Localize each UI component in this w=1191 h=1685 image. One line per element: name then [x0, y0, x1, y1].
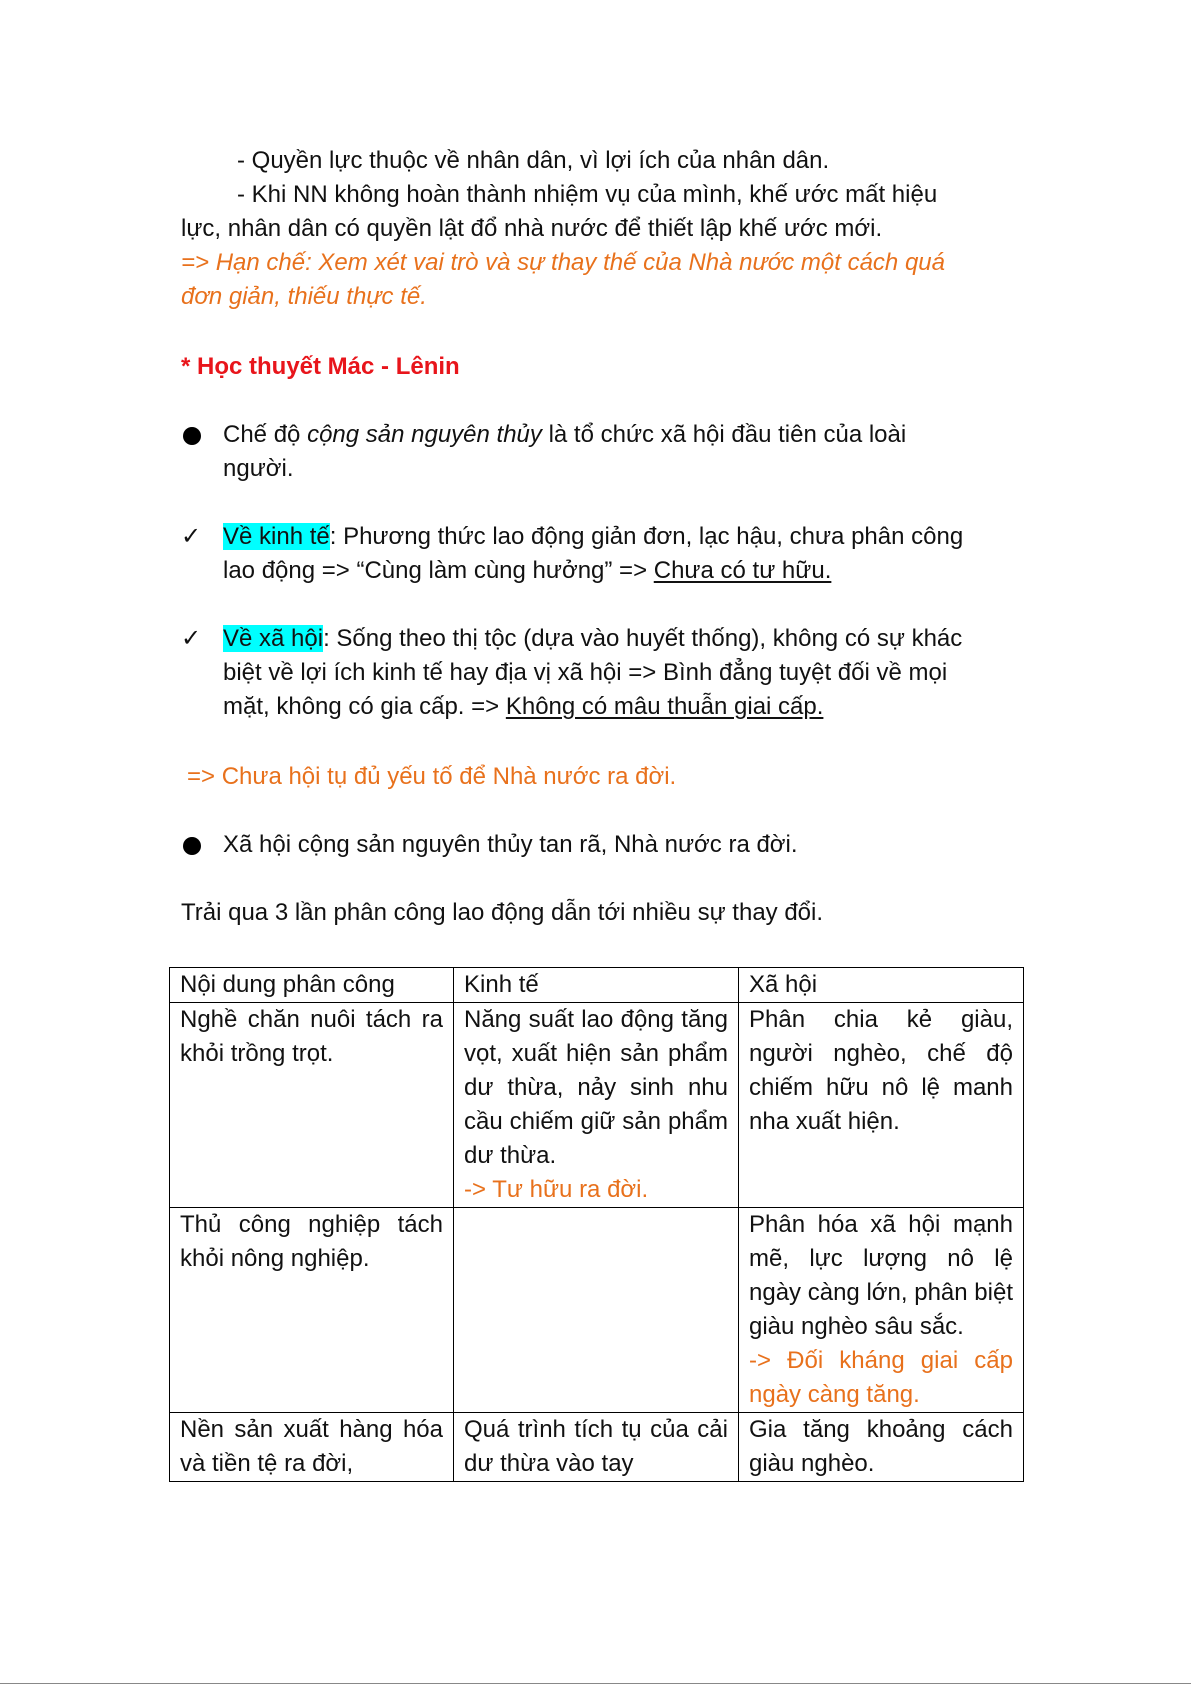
- table-cell: Nghề chăn nuôi tách ra khỏi trồng trọt.: [170, 1003, 454, 1208]
- bullet-dot-icon: [183, 427, 201, 445]
- check-2-text: : Sống theo thị tộc (dựa vào huyết thống), không có sự khác: [323, 625, 963, 652]
- check-1-highlight: Về kinh tế: [223, 523, 330, 550]
- bullet-dot-icon: [183, 837, 201, 855]
- bullet-1-post: là tổ chức xã hội đầu tiên của loài: [541, 421, 907, 448]
- table-cell: [454, 1208, 739, 1413]
- bullet-1-italic: cộng sản nguyên thủy: [307, 421, 542, 448]
- table-cell: Quá trình tích tụ của cải dư thừa vào tay: [454, 1413, 739, 1482]
- table-row: [170, 1003, 1024, 1208]
- intro-line-1: - Quyền lực thuộc về nhân dân, vì lợi ích của nhân dân.: [237, 147, 830, 174]
- bullet-1-line-1: [223, 418, 906, 452]
- bullet-1-line-2: người.: [223, 455, 294, 482]
- table-cell-highlight: -> Đối kháng giai cấp ngày càng tăng.: [749, 1347, 1013, 1408]
- table-cell: Gia tăng khoảng cách giàu nghèo.: [739, 1413, 1024, 1482]
- section-heading: * Học thuyết Mác - Lênin: [181, 353, 460, 380]
- table-row: [170, 1208, 1024, 1413]
- checkmark-icon: ✓: [181, 523, 202, 550]
- conclusion-line: => Chưa hội tụ đủ yếu tố để Nhà nước ra đời.: [187, 763, 677, 790]
- table-intro: Trải qua 3 lần phân công lao động dẫn tới nhiều sự thay đổi.: [181, 899, 824, 926]
- check-1-line-1: [223, 520, 963, 554]
- check-1-line-2: [223, 554, 831, 588]
- intro-line-3: lực, nhân dân có quyền lật đổ nhà nước để thiết lập khế ước mới.: [181, 215, 883, 242]
- check-2-line-3: [223, 690, 823, 724]
- bullet-2-line: Xã hội cộng sản nguyên thủy tan rã, Nhà nước ra đời.: [223, 831, 798, 858]
- checkmark-icon: ✓: [181, 625, 202, 652]
- bullet-1-pre: Chế độ: [223, 421, 308, 448]
- check-2-line-2: biệt về lợi ích kinh tế hay địa vị xã hội => Bình đẳng tuyệt đối về mọi: [223, 659, 948, 686]
- check-2-highlight: Về xã hội: [223, 625, 324, 652]
- intro-line-2: - Khi NN không hoàn thành nhiệm vụ của mình, khế ước mất hiệu: [237, 181, 938, 208]
- table-cell: Nền sản xuất hàng hóa và tiền tệ ra đời,: [170, 1413, 454, 1482]
- table-header-row: [170, 968, 1024, 1003]
- table-cell-text: Năng suất lao động tăng vọt, xuất hiện sản phẩm dư thừa, nảy sinh nhu cầu chiếm giữ sản phẩm dư thừa.: [464, 1006, 728, 1169]
- table-cell-text: Phân hóa xã hội mạnh mẽ, lực lượng nô lệ ngày càng lớn, phân biệt giàu nghèo sâu sắc.: [749, 1211, 1013, 1340]
- table-cell: [454, 1003, 739, 1208]
- check-2-line-3-pre: mặt, không có gia cấp. =>: [223, 693, 506, 720]
- table-cell: Phân chia kẻ giàu, người nghèo, chế độ chiếm hữu nô lệ manh nha xuất hiện.: [739, 1003, 1024, 1208]
- table-row: [170, 1413, 1024, 1482]
- check-1-underline: Chưa có tư hữu.: [653, 557, 832, 584]
- table-cell: Thủ công nghiệp tách khỏi nông nghiệp.: [170, 1208, 454, 1413]
- limitation-line-2: đơn giản, thiếu thực tế.: [181, 283, 427, 310]
- page-bottom-rule: [0, 1683, 1191, 1684]
- check-2-underline: Không có mâu thuẫn giai cấp.: [505, 693, 824, 720]
- table-header-cell: Nội dung phân công: [170, 968, 454, 1003]
- table-header-cell: Kinh tế: [454, 968, 739, 1003]
- division-of-labor-table: [169, 967, 1024, 1482]
- check-1-text: : Phương thức lao động giản đơn, lạc hậu, chưa phân công: [329, 523, 964, 550]
- table-header-cell: Xã hội: [739, 968, 1024, 1003]
- limitation-line-1: => Hạn chế: Xem xét vai trò và sự thay thế của Nhà nước một cách quá: [181, 249, 945, 276]
- table-cell-highlight: -> Tư hữu ra đời.: [464, 1176, 649, 1203]
- check-2-line-1: [223, 622, 962, 656]
- check-1-line-2-pre: lao động => “Cùng làm cùng hưởng” =>: [223, 557, 654, 584]
- table-cell: [739, 1208, 1024, 1413]
